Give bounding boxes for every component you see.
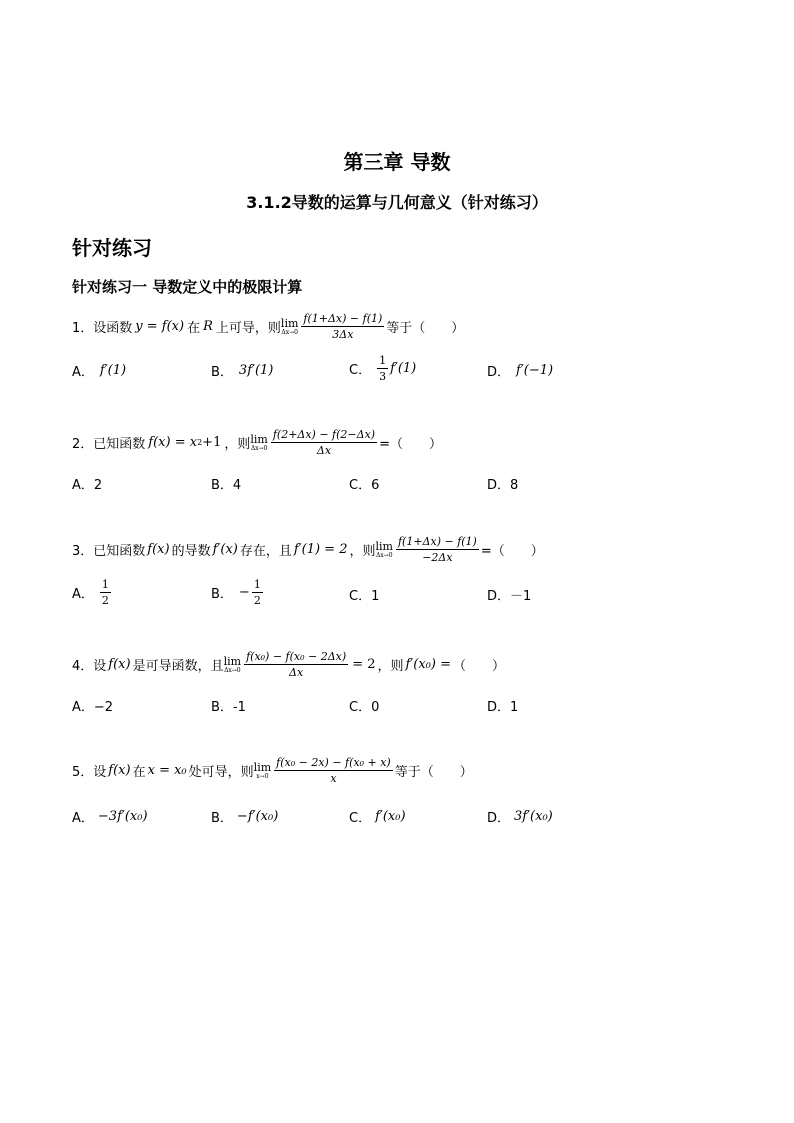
limit-operator (224, 656, 241, 674)
numerator: f(1+Δx) − f(1) (303, 312, 383, 325)
stem-text: 处可导，则 (188, 765, 254, 780)
option-value: 3f′(1) (238, 363, 274, 378)
limit-operator (250, 434, 267, 452)
stem-text: ，则 (349, 544, 376, 559)
fraction (377, 354, 388, 383)
stem-text: ，则 (224, 437, 251, 452)
stem-text: 上可导，则 (215, 321, 281, 336)
fraction (244, 650, 348, 679)
stem-text: 在 (187, 321, 201, 336)
numerator: 1 (379, 354, 387, 367)
lim-subscript: Δx→0 (281, 328, 298, 336)
question-number: 5． (72, 765, 94, 780)
option-c[interactable]: C．1 (349, 589, 380, 604)
minus-sign: − (238, 585, 250, 600)
denominator: Δx (289, 666, 304, 679)
denominator: Δx (316, 444, 332, 457)
denominator: 2 (253, 594, 261, 607)
fraction (274, 756, 393, 785)
stem-text: 已知函数 (93, 437, 146, 452)
stem-text: 设 (93, 765, 107, 780)
option-letter: A． (72, 811, 94, 826)
option-value: f′(−1) (516, 363, 554, 378)
option-c[interactable] (349, 354, 416, 383)
option-b[interactable]: B．4 (211, 478, 242, 493)
denominator: −2Δx (422, 551, 453, 564)
stem-text: =（ ） (480, 544, 544, 559)
option-a[interactable] (72, 578, 113, 607)
question-1 (72, 312, 464, 341)
option-value: f′(x₀) (375, 809, 406, 824)
denominator: x (330, 772, 337, 785)
stem-text: 的导数 (171, 544, 211, 559)
question-number: 4． (72, 659, 94, 674)
question-4 (72, 650, 505, 679)
question-5 (72, 756, 473, 785)
lim-subscript: Δx→0 (224, 666, 241, 674)
page-subtitle: 3.1.2导数的运算与几何意义（针对练习） (246, 193, 548, 212)
fraction (252, 578, 263, 607)
numerator: f(x₀ − 2x) − f(x₀ + x) (276, 756, 391, 769)
option-value: 3f′(x₀) (514, 809, 553, 824)
stem-text: =（ ） (379, 437, 442, 452)
stem-text: 已知函数 (93, 544, 146, 559)
stem-text: （ ） (452, 659, 505, 674)
option-d[interactable]: D．8 (487, 478, 519, 493)
numerator: f(1+Δx) − f(1) (397, 535, 477, 548)
option-c[interactable]: C．0 (349, 700, 380, 715)
option-d[interactable] (487, 361, 553, 380)
option-d[interactable] (487, 807, 553, 826)
lim-subscript: Δx→0 (250, 444, 268, 452)
math-equals: = 2 (352, 657, 376, 672)
fraction (100, 578, 111, 607)
math-function: f(x) (108, 657, 131, 672)
stem-text: 存在，且 (239, 544, 292, 559)
lim-label: lim (223, 654, 242, 668)
lim-subscript: x→0 (256, 772, 269, 780)
option-letter: D． (487, 811, 511, 826)
math-function: f(x) (147, 542, 170, 557)
limit-operator (376, 541, 393, 559)
option-letter: C． (349, 363, 372, 378)
lim-label: lim (280, 316, 299, 330)
section-title: 针对练习 (72, 236, 152, 260)
math-condition: f′(1) = 2 (293, 542, 348, 557)
fraction (271, 428, 377, 457)
option-value: −f′(x₀) (236, 809, 279, 824)
math-answer: f′(x₀) = (405, 657, 451, 672)
denominator: 3 (379, 370, 387, 383)
option-a[interactable]: A．2 (72, 478, 103, 493)
limit-operator (254, 762, 271, 780)
math-function: f(x) (108, 763, 131, 778)
numerator: 1 (101, 578, 109, 591)
option-b[interactable] (211, 578, 265, 607)
lim-subscript: Δx→0 (375, 551, 393, 559)
math-derivative: f′(x) (212, 542, 238, 557)
option-d[interactable]: D．1 (487, 700, 519, 715)
option-letter: C． (349, 811, 372, 826)
option-letter: B． (211, 811, 233, 826)
option-letter: A． (72, 365, 94, 380)
numerator: f(2+Δx) − f(2−Δx) (272, 428, 376, 441)
option-letter: B． (211, 587, 233, 602)
stem-text: 等于（ ） (386, 321, 465, 336)
stem-text: 设函数 (93, 321, 133, 336)
option-value: −3f′(x₀) (97, 809, 148, 824)
option-letter: A． (72, 587, 94, 602)
option-b[interactable] (211, 807, 278, 826)
fraction (301, 312, 384, 341)
question-3 (72, 535, 544, 564)
limit-operator (281, 318, 298, 336)
exponent: 2 (197, 438, 203, 447)
math-function: f(x) = x (148, 435, 198, 450)
option-a[interactable]: A．−2 (72, 700, 114, 715)
lim-label: lim (253, 760, 272, 774)
option-letter: B． (211, 365, 233, 380)
math-term: +1 (202, 435, 222, 450)
question-number: 2． (72, 437, 94, 452)
denominator: 3Δx (332, 328, 354, 341)
math-variable: R (203, 319, 213, 334)
question-number: 1． (72, 321, 94, 336)
fraction (396, 535, 479, 564)
option-b[interactable]: B．-1 (211, 700, 246, 715)
option-value: f′(1) (390, 361, 417, 376)
option-a[interactable] (72, 807, 148, 826)
option-letter: D． (487, 365, 511, 380)
question-number: 3． (72, 544, 94, 559)
option-a[interactable] (72, 361, 126, 380)
numerator: f(x₀) − f(x₀ − 2Δx) (246, 650, 347, 663)
math-point: x = x₀ (147, 763, 187, 778)
question-2 (72, 428, 442, 457)
subsection-title: 针对练习一 导数定义中的极限计算 (72, 278, 303, 296)
option-value: f′(1) (99, 363, 127, 378)
denominator: 2 (101, 594, 109, 607)
lim-label: lim (250, 432, 268, 446)
stem-text: ，则 (377, 659, 404, 674)
chapter-title: 第三章 导数 (343, 150, 451, 174)
lim-label: lim (375, 539, 393, 553)
stem-text: 是可导函数，且 (132, 659, 224, 674)
option-c[interactable]: C．6 (349, 478, 380, 493)
stem-text: 在 (132, 765, 146, 780)
numerator: 1 (253, 578, 261, 591)
option-c[interactable] (349, 807, 406, 826)
stem-text: 等于（ ） (394, 765, 473, 780)
option-d[interactable]: D．－1 (487, 589, 532, 604)
stem-text: 设 (93, 659, 107, 674)
option-b[interactable] (211, 361, 273, 380)
math-function: y = f(x) (135, 319, 185, 334)
